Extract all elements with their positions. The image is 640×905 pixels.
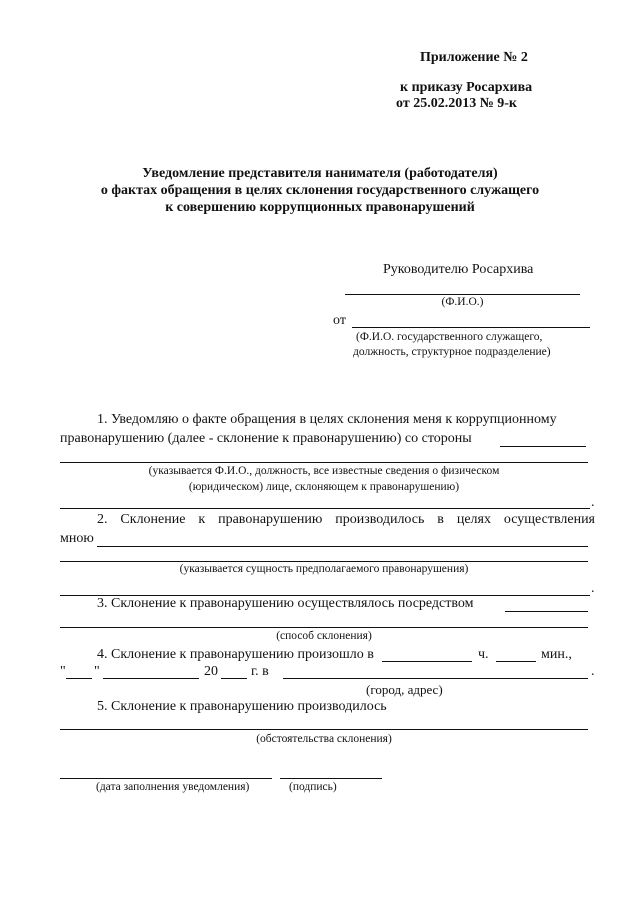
appendix-order-line: к приказу Росархива bbox=[400, 80, 533, 95]
item-3-inline-blank bbox=[505, 611, 588, 612]
item-1-blank-line bbox=[60, 462, 588, 463]
item-5-blank-line bbox=[60, 729, 588, 730]
recipient-fio-line bbox=[345, 294, 580, 295]
item-1-line-2: правонарушению (далее - склонение к правонарушению) со стороны bbox=[60, 431, 472, 446]
appendix-title: Приложение № 2 bbox=[420, 50, 528, 65]
item-4-day-blank bbox=[66, 678, 92, 679]
sender-fio-line bbox=[352, 327, 590, 328]
item-1-caption-1: (указывается Ф.И.О., должность, все известные сведения о физическом bbox=[148, 465, 500, 477]
date-caption: (дата заполнения уведомления) bbox=[96, 781, 250, 793]
item-3-caption: (способ склонения) bbox=[276, 630, 372, 642]
item-4-place-blank bbox=[283, 678, 588, 679]
item-1-inline-blank bbox=[500, 446, 586, 447]
notice-heading-line-2: о фактах обращения в целях склонения государственного служащего bbox=[100, 183, 540, 198]
sender-caption-line-1: (Ф.И.О. государственного служащего, bbox=[356, 331, 543, 343]
item-4-quote-close: " bbox=[94, 664, 100, 679]
item-5-line-1: 5. Склонение к правонарушению производилось bbox=[97, 699, 387, 714]
recipient-fio-caption: (Ф.И.О.) bbox=[441, 296, 484, 308]
item-4-line-1: 4. Склонение к правонарушению произошло в bbox=[97, 647, 374, 662]
item-2-line-2: мною bbox=[60, 531, 94, 546]
item-1-caption-2: (юридическом) лице, склоняющем к правонарушению) bbox=[188, 481, 460, 493]
item-3-blank-line bbox=[60, 627, 588, 628]
addressee-recipient: Руководителю Росархива bbox=[383, 262, 534, 277]
item-4-caption: (город, адрес) bbox=[366, 682, 443, 697]
sender-caption-line-2: должность, структурное подразделение) bbox=[353, 346, 551, 358]
item-4-minutes-label: мин., bbox=[541, 647, 572, 662]
item-4-year-suffix: г. в bbox=[251, 664, 269, 679]
item-4-minute-blank bbox=[496, 661, 536, 662]
notice-heading-line-1: Уведомление представителя нанимателя (работодателя) bbox=[142, 166, 498, 181]
item-5-caption: (обстоятельства склонения) bbox=[256, 733, 392, 745]
item-2-end: . bbox=[591, 581, 595, 596]
item-4-year-prefix: 20 bbox=[204, 664, 218, 679]
item-2-caption: (указывается сущность предполагаемого правонарушения) bbox=[179, 563, 469, 575]
item-1-line-1: 1. Уведомляю о факте обращения в целях склонения меня к коррупционному bbox=[97, 412, 557, 427]
from-prefix: от bbox=[333, 313, 346, 328]
item-2-line-1: 2. Склонение к правонарушению производилось в целях осуществления bbox=[97, 512, 595, 527]
item-2-blank-line bbox=[60, 561, 588, 562]
item-1-end: . bbox=[591, 495, 595, 510]
item-3-line-1: 3. Склонение к правонарушению осуществлялось посредством bbox=[97, 596, 474, 611]
notice-heading-line-3: к совершению коррупционных правонарушений bbox=[165, 200, 475, 215]
item-2-inline-blank bbox=[97, 546, 588, 547]
item-4-end: . bbox=[591, 664, 595, 679]
item-4-hours-label: ч. bbox=[478, 647, 489, 662]
appendix-order-date: от 25.02.2013 № 9-к bbox=[396, 96, 517, 111]
item-1-blank-line-2 bbox=[60, 508, 590, 509]
date-fill-line bbox=[60, 778, 272, 779]
item-4-hour-blank bbox=[382, 661, 472, 662]
item-4-month-blank bbox=[103, 678, 199, 679]
item-4-year-blank bbox=[221, 678, 247, 679]
item-4-quote-open: " bbox=[60, 664, 66, 679]
signature-caption: (подпись) bbox=[289, 781, 337, 793]
signature-line bbox=[280, 778, 382, 779]
